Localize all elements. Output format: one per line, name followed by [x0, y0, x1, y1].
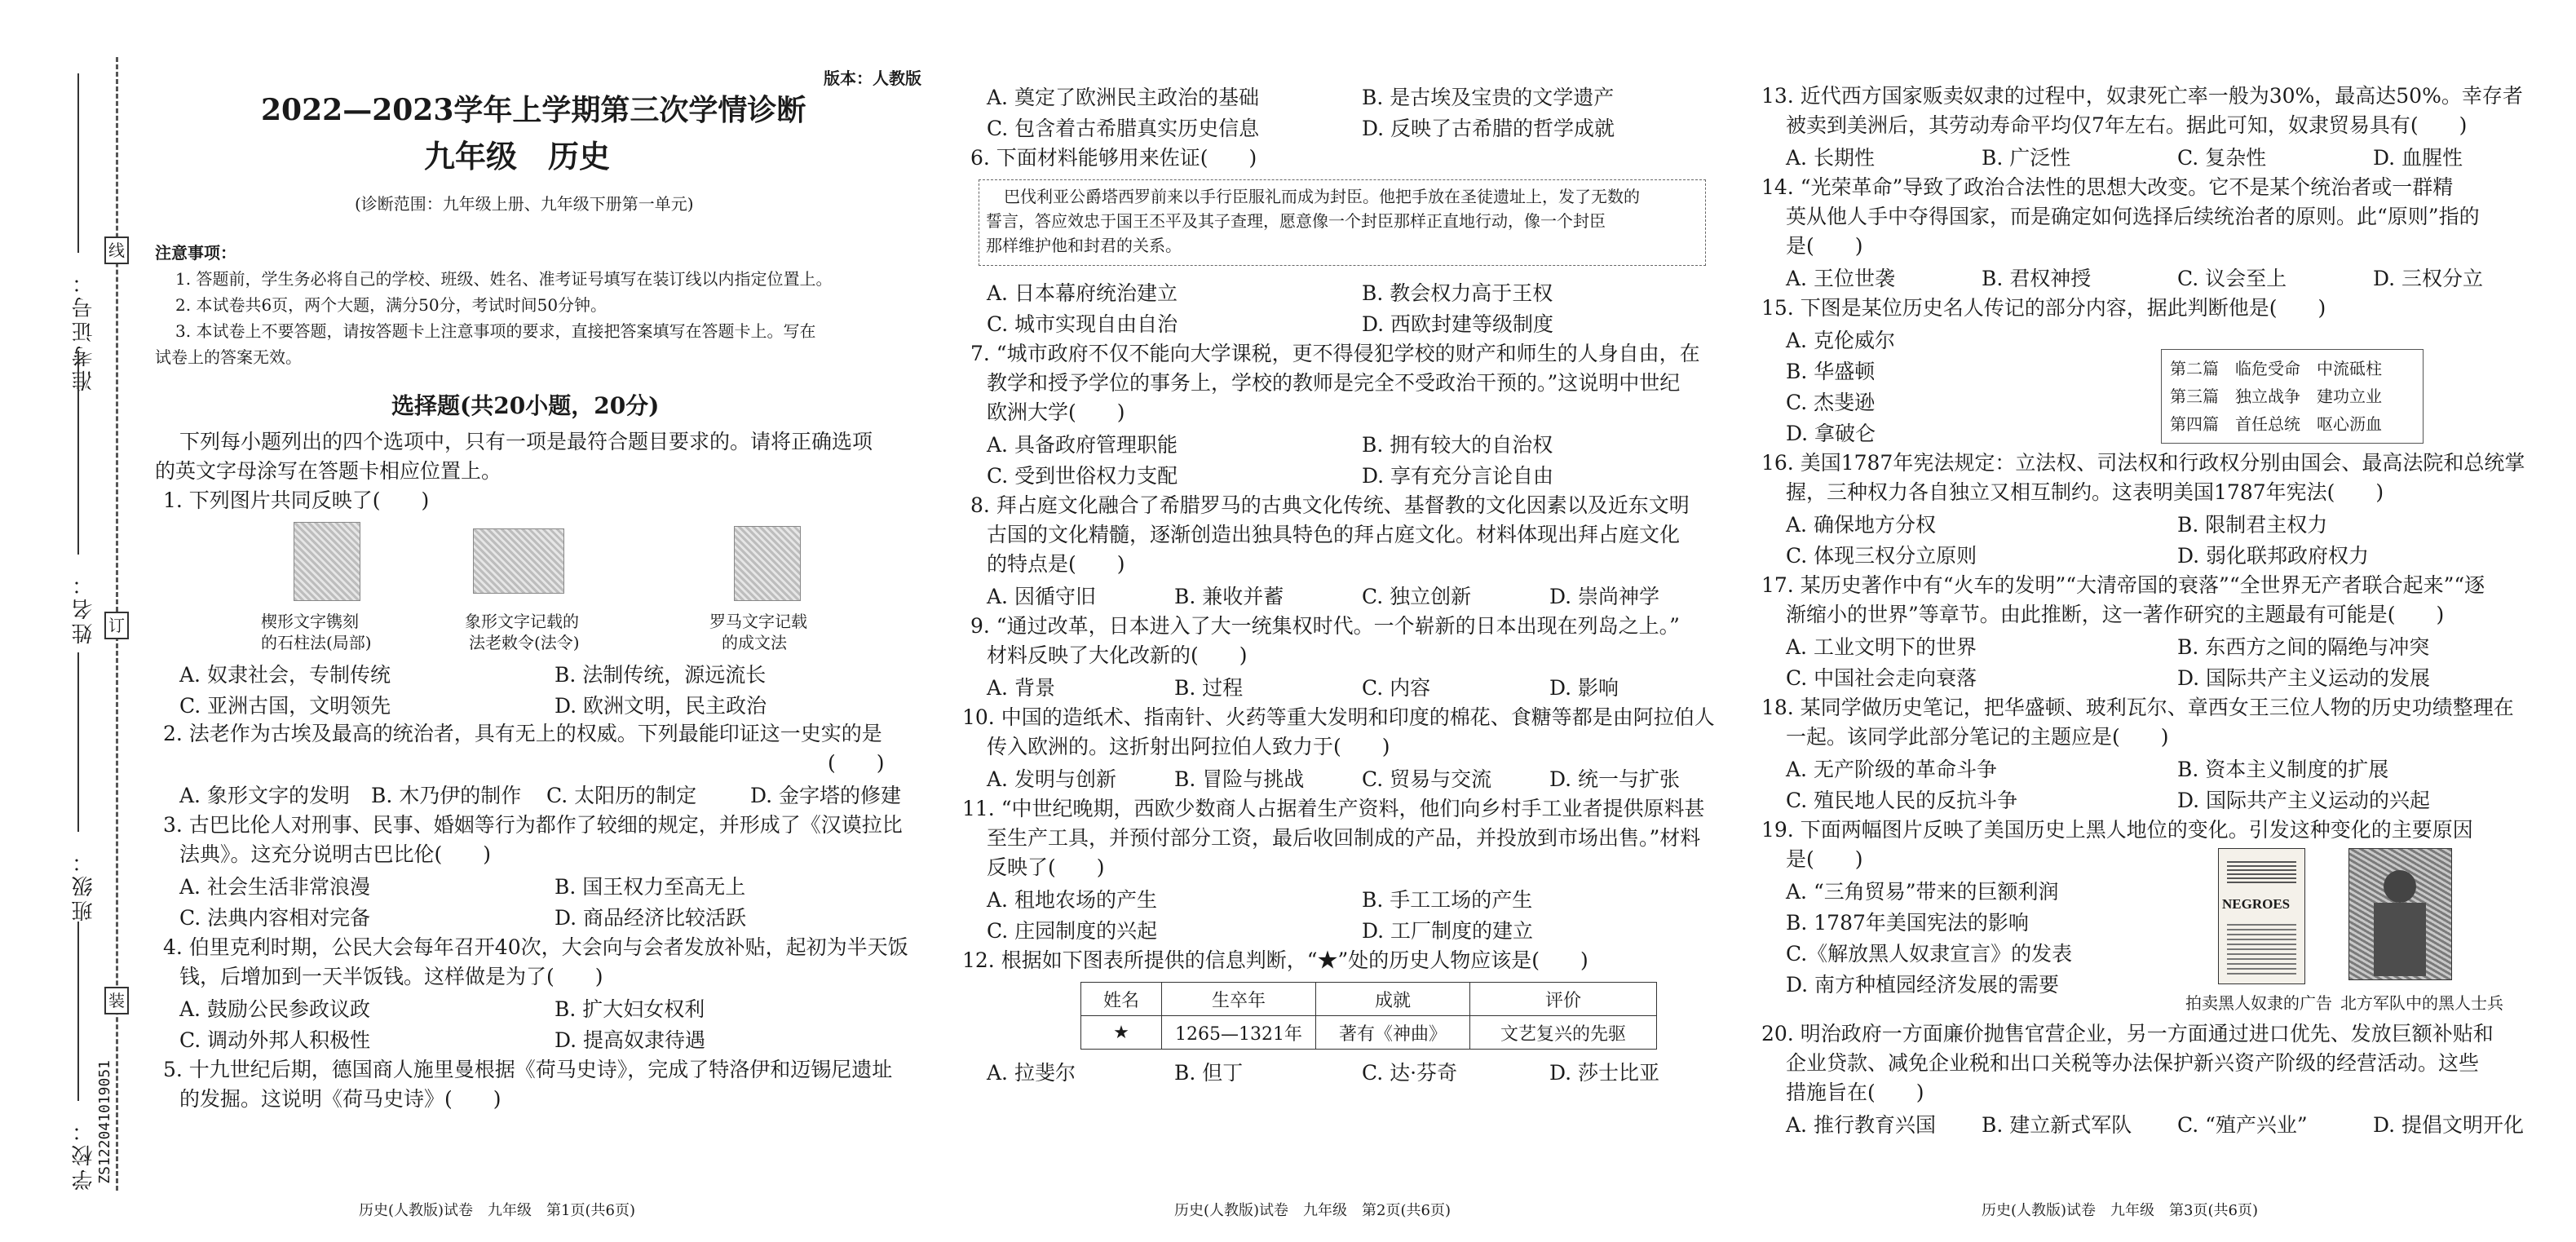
q7-option-b[interactable]: B. 拥有较大的自治权 — [1362, 433, 1553, 457]
question-13: 13. 近代西方国家贩卖奴隶的过程中，奴隶死亡率一般为30%，最高达50%。幸存者 — [1761, 84, 2523, 108]
question-11: 11. “中世纪晚期，西欧少数商人占据着生产资料，他们向乡村手工业者提供原料甚 — [962, 797, 1705, 820]
question-2: 2. 法老作为古埃及最高的统治者，具有无上的权威。下列最能印证这一史实的是 — [163, 722, 882, 745]
q15-option-c[interactable]: C. 杰斐逊 — [1786, 391, 1876, 414]
q2-option-d[interactable]: D. 金字塔的修建 — [750, 784, 902, 807]
q4-option-c[interactable]: C. 调动外邦人积极性 — [179, 1028, 371, 1052]
q4-option-b[interactable]: B. 扩大妇女权利 — [555, 997, 705, 1021]
q1-option-c[interactable]: C. 亚洲古国，文明领先 — [179, 694, 391, 718]
q1-pic1-caption-2: 的石柱法(局部) — [261, 633, 372, 652]
school-line — [77, 922, 79, 1101]
q12-cell-achievement: 著有《神曲》 — [1316, 1016, 1470, 1050]
q3-option-c[interactable]: C. 法典内容相对完备 — [179, 906, 371, 930]
q12-cell-evaluation: 文艺复兴的先驱 — [1470, 1016, 1657, 1050]
class-line — [77, 652, 79, 832]
q13-option-c[interactable]: C. 复杂性 — [2177, 146, 2267, 170]
question-14-cont-1: 英从他人手中夺得国家，而是确定如何选择后续统治者的原则。此“原则”指的 — [1786, 205, 2480, 228]
q15-option-d[interactable]: D. 拿破仑 — [1786, 422, 1876, 445]
q11-option-b[interactable]: B. 手工工场的产生 — [1362, 888, 1533, 912]
question-3-cont: 法典》。这充分说明古巴比伦( ) — [179, 842, 492, 866]
question-17: 17. 某历史著作中有“火车的发明”“大清帝国的衰落”“全世界无产者联合起来”“逐 — [1761, 573, 2485, 597]
mark-xian: 线 — [104, 236, 129, 264]
question-8: 8. 拜占庭文化融合了希腊罗马的古典文化传统、基督教的文化因素以及近东文明 — [970, 493, 1690, 517]
q18-option-a[interactable]: A. 无产阶级的革命斗争 — [1786, 758, 1997, 781]
question-19-cont: 是( ) — [1786, 847, 1863, 871]
q12-head-evaluation: 评价 — [1470, 983, 1657, 1016]
exam-number-label: 准考证号： — [72, 269, 96, 391]
question-15: 15. 下图是某位历史名人传记的部分内容，据此判断他是( ) — [1761, 296, 2326, 320]
q1-pic3-caption-2: 的成文法 — [722, 633, 787, 652]
q20-option-c[interactable]: C. “殖产兴业” — [2177, 1113, 2308, 1137]
q12-option-d[interactable]: D. 莎士比亚 — [1549, 1061, 1660, 1085]
q6-option-b[interactable]: B. 教会权力高于王权 — [1362, 281, 1553, 305]
mark-zhuang: 装 — [104, 987, 129, 1014]
section-intro-2: 的英文字母涂写在答题卡相应位置上。 — [155, 459, 502, 483]
q12-head-name: 姓名 — [1081, 983, 1162, 1016]
q18-option-d[interactable]: D. 国际共产主义运动的兴起 — [2177, 789, 2431, 812]
question-3: 3. 古巴比伦人对刑事、民事、婚姻等行为都作了较细的规定，并形成了《汉谟拉比 — [163, 813, 903, 837]
q15-box-line-1: 第二篇 临危受命 中流砥柱 — [2170, 359, 2382, 378]
q12-table-header — [1081, 983, 1657, 1016]
notice-title: 注意事项： — [155, 243, 236, 263]
q3-option-d[interactable]: D. 商品经济比较活跃 — [555, 906, 747, 930]
question-7-cont-2: 欧洲大学( ) — [987, 400, 1125, 424]
notice-1: 1. 答题前，学生务必将自己的学校、班级、姓名、准考证号填写在装订线以内指定位置上。 — [175, 269, 833, 289]
page-2-footer: 历史(人教版)试卷 九年级 第2页(共6页) — [1174, 1202, 1451, 1219]
q8-option-b[interactable]: B. 兼收并蓄 — [1174, 585, 1284, 608]
q16-option-b[interactable]: B. 限制君主权力 — [2177, 513, 2328, 537]
q1-pic3-caption-1: 罗马文字记载 — [709, 612, 807, 631]
q3-option-b[interactable]: B. 国王权力至高无上 — [555, 875, 746, 899]
q10-option-b[interactable]: B. 冒险与挑战 — [1174, 767, 1305, 791]
q6-option-a[interactable]: A. 日本幕府统治建立 — [987, 281, 1178, 305]
q6-material-line-3: 那样维护他和封君的关系。 — [986, 236, 1182, 255]
exam-number-line — [77, 73, 79, 253]
exam-scope: (诊断范围：九年级上册、九年级下册第一单元) — [355, 194, 694, 214]
question-4: 4. 伯里克利时期，公民大会每年召开40次，大会向与会者发放补贴，起初为半天饭 — [163, 935, 908, 959]
q5-option-b[interactable]: B. 是古埃及宝贵的文学遗产 — [1362, 86, 1615, 109]
question-10: 10. 中国的造纸术、指南针、火药等重大发明和印度的棉花、食糖等都是由阿拉伯人 — [962, 705, 1715, 729]
question-5: 5. 十九世纪后期，德国商人施里曼根据《荷马史诗》，完成了特洛伊和迈锡尼遗址 — [163, 1058, 893, 1081]
q11-option-a[interactable]: A. 租地农场的产生 — [987, 888, 1157, 912]
q15-box-line-3: 第四篇 首任总统 呕心沥血 — [2170, 414, 2382, 434]
question-20-cont-2: 措施旨在( ) — [1786, 1081, 1924, 1104]
q19-caption-1: 拍卖黑人奴隶的广告 — [2185, 993, 2332, 1013]
question-11-cont-1: 至生产工具，并预付部分工资，最后收回制成的产品，并投放到市场出售。”材料 — [987, 826, 1701, 850]
student-name-label: 姓名： — [72, 571, 96, 644]
q12-table-row — [1081, 1016, 1657, 1050]
q1-option-a[interactable]: A. 奴隶社会，专制传统 — [179, 663, 391, 687]
q12-option-a[interactable]: A. 拉斐尔 — [987, 1061, 1076, 1085]
question-7-cont-1: 教学和授予学位的事务上，学校的教师是完全不受政治干预的。”这说明中世纪 — [987, 371, 1681, 395]
page-3-footer: 历史(人教版)试卷 九年级 第3页(共6页) — [1982, 1202, 2258, 1219]
q5-option-d[interactable]: D. 反映了古希腊的哲学成就 — [1362, 117, 1615, 140]
q15-box-line-2: 第三篇 独立战争 建功立业 — [2170, 387, 2382, 406]
black-soldier-photo — [2348, 848, 2452, 980]
question-2-bracket: ( ) — [828, 751, 885, 775]
q19-option-c[interactable]: C.《解放黑人奴隶宣言》的发表 — [1786, 942, 2073, 966]
question-16: 16. 美国1787年宪法规定：立法权、司法权和行政权分别由国会、最高法院和总统掌 — [1761, 451, 2525, 475]
question-17-cont: 渐缩小的世界”等章节。由此推断，这一著作研究的主题最有可能是( ) — [1786, 603, 2445, 626]
stele-image — [294, 522, 360, 601]
q20-option-d[interactable]: D. 提倡文明开化 — [2373, 1113, 2525, 1137]
q10-option-c[interactable]: C. 贸易与交流 — [1362, 767, 1492, 791]
q17-option-a[interactable]: A. 工业文明下的世界 — [1786, 635, 1977, 659]
q2-option-a[interactable]: A. 象形文字的发明 — [179, 784, 350, 807]
q9-option-d[interactable]: D. 影响 — [1549, 676, 1619, 700]
slave-auction-poster — [2218, 848, 2305, 984]
q10-option-d[interactable]: D. 统一与扩张 — [1549, 767, 1681, 791]
mark-ding: 订 — [104, 612, 129, 639]
q7-option-c[interactable]: C. 受到世俗权力支配 — [987, 464, 1178, 488]
q13-option-a[interactable]: A. 长期性 — [1786, 146, 1875, 170]
q12-option-c[interactable]: C. 达·芬奇 — [1362, 1061, 1458, 1085]
question-6: 6. 下面材料能够用来佐证( ) — [970, 146, 1257, 170]
serial-number: ZS122041019051 — [96, 1060, 113, 1184]
q8-option-c[interactable]: C. 独立创新 — [1362, 585, 1472, 608]
exam-title: 2022—2023学年上学期第三次学情诊断 — [261, 93, 806, 127]
page-1-footer: 历史(人教版)试卷 九年级 第1页(共6页) — [359, 1202, 635, 1219]
q2-option-b[interactable]: B. 木乃伊的制作 — [371, 784, 522, 807]
q1-option-d[interactable]: D. 欧洲文明，民主政治 — [555, 694, 767, 718]
q1-option-b[interactable]: B. 法制传统，源远流长 — [555, 663, 767, 687]
binding-margin — [0, 0, 125, 1242]
q20-option-a[interactable]: A. 推行教育兴国 — [1786, 1113, 1936, 1137]
q15-option-b[interactable]: B. 华盛顿 — [1786, 360, 1876, 383]
q1-pic1-caption-1: 楔形文字镌刻 — [261, 612, 359, 631]
question-18-cont: 一起。该同学此部分笔记的主题应是( ) — [1786, 725, 2169, 749]
q12-option-b[interactable]: B. 但丁 — [1174, 1061, 1244, 1085]
q6-material-line-2: 誓言，答应效忠于国王丕平及其子查理，愿意像一个封臣那样正直地行动，像一个封臣 — [986, 211, 1606, 231]
q20-option-b[interactable]: B. 建立新式军队 — [1982, 1113, 2132, 1137]
exam-subtitle: 九年级 历史 — [424, 138, 611, 175]
question-16-cont: 握，三种权力各自独立又相互制约。这表明美国1787年宪法( ) — [1786, 480, 2384, 504]
q7-option-a[interactable]: A. 具备政府管理职能 — [987, 433, 1178, 457]
q6-option-d[interactable]: D. 西欧封建等级制度 — [1362, 312, 1554, 336]
q14-option-b[interactable]: B. 君权神授 — [1982, 267, 2092, 290]
section-title: 选择题(共20小题，20分) — [391, 392, 660, 419]
q3-option-a[interactable]: A. 社会生活非常浪漫 — [179, 875, 370, 899]
q15-option-a[interactable]: A. 克伦威尔 — [1786, 329, 1895, 352]
poster-header-lines — [2227, 859, 2296, 883]
page-2 — [962, 0, 1715, 1242]
q4-option-a[interactable]: A. 鼓励公民参政议政 — [179, 997, 370, 1021]
q18-option-c[interactable]: C. 殖民地人民的反抗斗争 — [1786, 789, 2018, 812]
q1-pic2-caption-2: 法老敕令(法令) — [469, 633, 580, 652]
q12-cell-years: 1265—1321年 — [1162, 1016, 1316, 1050]
question-14: 14. “光荣革命”导致了政治合法性的思想大改变。它不是某个统治者或一群精 — [1761, 175, 2454, 199]
q19-option-d[interactable]: D. 南方种植园经济发展的需要 — [1786, 973, 2060, 997]
q12-table — [1080, 982, 1657, 1050]
papyrus-image — [473, 528, 564, 594]
q16-option-c[interactable]: C. 体现三权分立原则 — [1786, 544, 1977, 568]
student-name-line — [77, 351, 79, 555]
soldier-head-shape — [2384, 870, 2416, 903]
q9-option-b[interactable]: B. 过程 — [1174, 676, 1244, 700]
q13-option-d[interactable]: D. 血腥性 — [2373, 146, 2463, 170]
roman-tablet-image — [734, 526, 801, 601]
q9-option-c[interactable]: C. 内容 — [1362, 676, 1431, 700]
q14-option-c[interactable]: C. 议会至上 — [2177, 267, 2287, 290]
question-20-cont-1: 企业贷款、减免企业税和出口关税等办法保护新兴资产阶级的经营活动。这些 — [1786, 1051, 2480, 1075]
question-11-cont-2: 反映了( ) — [987, 855, 1105, 879]
q8-option-d[interactable]: D. 崇尚神学 — [1549, 585, 1660, 608]
poster-negroes-text: NEGROES — [2222, 896, 2291, 912]
notice-2: 2. 本试卷共6页，两个大题，满分50分，考试时间50分钟。 — [175, 295, 608, 315]
q19-option-a[interactable]: A. “三角贸易”带来的巨额利润 — [1786, 880, 2059, 904]
q17-option-c[interactable]: C. 中国社会走向衰落 — [1786, 666, 1977, 690]
q16-option-a[interactable]: A. 确保地方分权 — [1786, 513, 1936, 537]
q7-option-d[interactable]: D. 享有充分言论自由 — [1362, 464, 1554, 488]
question-9: 9. “通过改革，日本进入了大一统集权时代。一个崭新的日本出现在列岛之上。” — [970, 614, 1680, 638]
q11-option-d[interactable]: D. 工厂制度的建立 — [1362, 919, 1534, 943]
q12-head-achievement: 成就 — [1316, 983, 1470, 1016]
question-9-cont: 材料反映了大化改新的( ) — [987, 643, 1248, 667]
page-1 — [147, 0, 921, 1242]
question-5-cont: 的发掘。这说明《荷马史诗》( ) — [179, 1087, 502, 1111]
question-8-cont-2: 的特点是( ) — [987, 552, 1125, 576]
q11-option-c[interactable]: C. 庄园制度的兴起 — [987, 919, 1158, 943]
school-label: 学校： — [72, 1117, 96, 1191]
question-18: 18. 某同学做历史笔记，把华盛顿、玻利瓦尔、章西女王三位人物的历史功绩整理在 — [1761, 696, 2514, 719]
question-1: 1. 下列图片共同反映了( ) — [163, 488, 430, 512]
q10-option-a[interactable]: A. 发明与创新 — [987, 767, 1116, 791]
q12-head-years: 生卒年 — [1162, 983, 1316, 1016]
q19-caption-2: 北方军队中的黑人士兵 — [2340, 993, 2503, 1013]
q13-option-b[interactable]: B. 广泛性 — [1982, 146, 2071, 170]
q14-option-a[interactable]: A. 王位世袭 — [1786, 267, 1895, 290]
q4-option-d[interactable]: D. 提高奴隶待遇 — [555, 1028, 706, 1052]
q6-option-c[interactable]: C. 城市实现自由自治 — [987, 312, 1178, 336]
version-label: 版本：人教版 — [824, 69, 921, 88]
q2-option-c[interactable]: C. 太阳历的制定 — [546, 784, 697, 807]
q1-pic2-caption-1: 象形文字记载的 — [465, 612, 579, 631]
question-4-cont: 钱，后增加到一天半饭钱。这样做是为了( ) — [179, 965, 603, 988]
q19-option-b[interactable]: B. 1787年美国宪法的影响 — [1786, 911, 2029, 935]
question-19: 19. 下面两幅图片反映了美国历史上黑人地位的变化。引发这种变化的主要原因 — [1761, 818, 2473, 842]
q15-biography-box — [2161, 349, 2424, 444]
q9-option-a[interactable]: A. 背景 — [987, 676, 1055, 700]
q18-option-b[interactable]: B. 资本主义制度的扩展 — [2177, 758, 2389, 781]
q14-option-d[interactable]: D. 三权分立 — [2373, 267, 2484, 290]
class-label: 班级： — [72, 848, 96, 922]
notice-3: 3. 本试卷上不要答题，请按答题卡上注意事项的要求，直接把答案填写在答题卡上。写在 — [175, 321, 816, 341]
q16-option-d[interactable]: D. 弱化联邦政府权力 — [2177, 544, 2370, 568]
page-3 — [1753, 0, 2536, 1242]
q8-option-a[interactable]: A. 因循守旧 — [987, 585, 1096, 608]
question-13-cont: 被卖到美洲后，其劳动寿命平均仅7年左右。据此可知，奴隶贸易具有( ) — [1786, 113, 2468, 137]
q6-material-line-1: 巴伐利亚公爵塔西罗前来以手行臣服礼而成为封臣。他把手放在圣徒遗址上，发了无数的 — [1004, 187, 1640, 206]
question-14-cont-2: 是( ) — [1786, 234, 1863, 258]
notice-4: 试卷上的答案无效。 — [155, 347, 302, 367]
q5-option-c[interactable]: C. 包含着古希腊真实历史信息 — [987, 117, 1260, 140]
q12-cell-name: ★ — [1081, 1016, 1162, 1050]
question-10-cont: 传入欧洲的。这折射出阿拉伯人致力于( ) — [987, 735, 1390, 758]
q5-option-a[interactable]: A. 奠定了欧洲民主政治的基础 — [987, 86, 1259, 109]
section-intro-1: 下列每小题列出的四个选项中，只有一项是最符合题目要求的。请将正确选项 — [179, 430, 873, 453]
question-8-cont-1: 古国的文化精髓，逐渐创造出独具特色的拜占庭文化。材料体现出拜占庭文化 — [987, 523, 1681, 546]
question-20: 20. 明治政府一方面廉价抛售官营企业，另一方面通过进口优先、发放巨额补贴和 — [1761, 1022, 2494, 1045]
poster-body-lines — [2227, 922, 2296, 975]
q17-option-d[interactable]: D. 国际共产主义运动的发展 — [2177, 666, 2431, 690]
soldier-body-shape — [2374, 903, 2426, 976]
q6-material-box — [979, 179, 1706, 266]
question-12: 12. 根据如下图表所提供的信息判断，“★”处的历史人物应该是( ) — [962, 948, 1588, 972]
q17-option-b[interactable]: B. 东西方之间的隔绝与冲突 — [2177, 635, 2430, 659]
question-7: 7. “城市政府不仅不能向大学课税，更不得侵犯学校的财产和师生的人身自由，在 — [970, 342, 1700, 365]
